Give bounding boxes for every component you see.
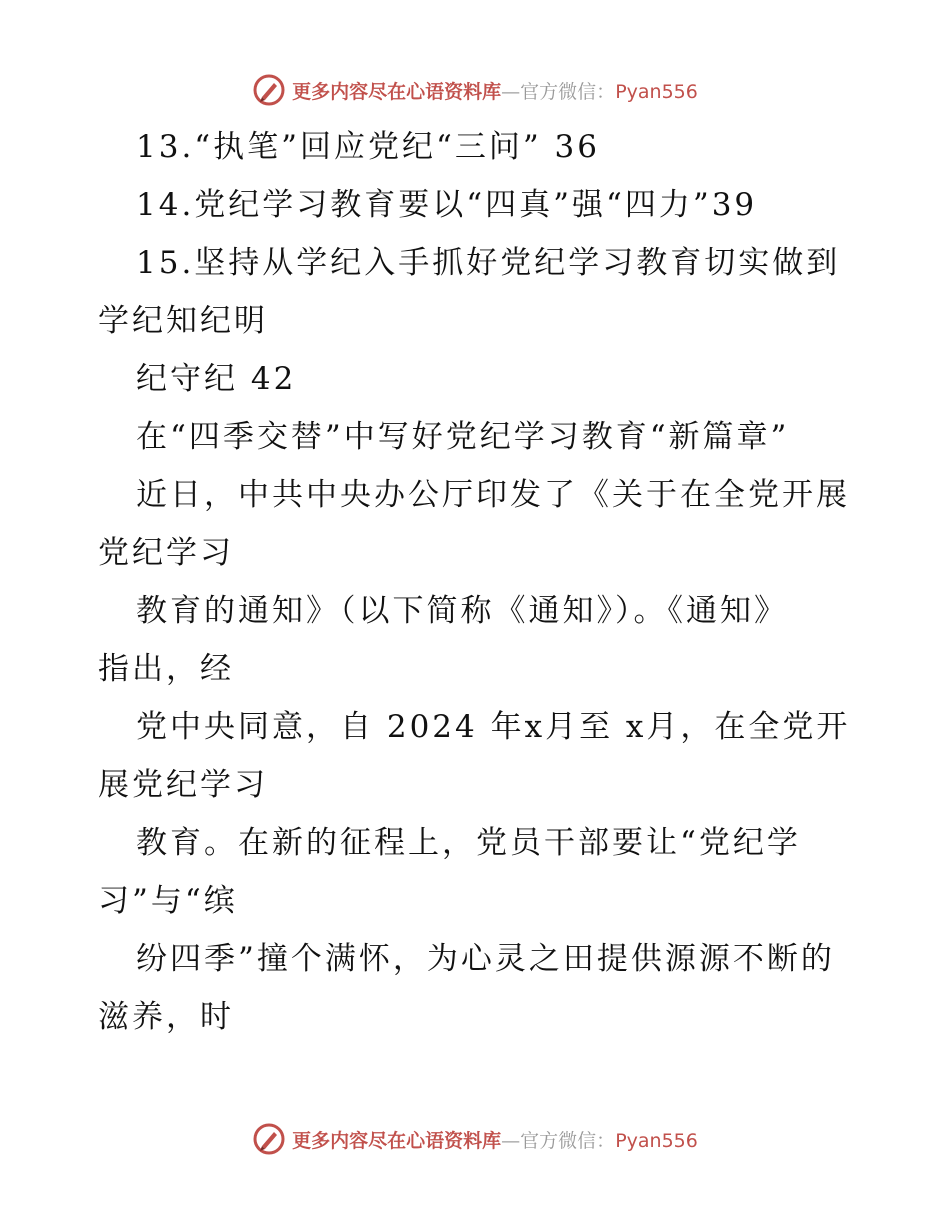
document-body (98, 118, 858, 1046)
watermark-wechat-id: Pyan556 (615, 80, 698, 103)
footer-watermark (0, 1119, 950, 1159)
watermark-text (292, 1126, 698, 1153)
watermark-label: 官方微信： (520, 80, 616, 103)
text-line: 学纪知纪明 (98, 303, 268, 339)
watermark-wechat-id: Pyan556 (615, 1129, 698, 1152)
text-line: 党中央同意，自 2024 年x月至 x月，在全党开 (136, 709, 851, 745)
text-line: 展党纪学习 (98, 767, 268, 803)
text-line: 纷四季”撞个满怀，为心灵之田提供源源不断的 (136, 941, 835, 977)
text-line: 纪守纪 42 (136, 361, 297, 397)
watermark-separator: — (501, 1129, 521, 1152)
text-line: 教育的通知》（以下简称《通知》）。《通知》 (136, 593, 788, 629)
pen-logo-icon (252, 73, 286, 107)
text-line: 15.坚持从学纪入手抓好党纪学习教育切实做到 (136, 245, 841, 281)
watermark-group (252, 73, 698, 107)
text-line: 在“四季交替”中写好党纪学习教育“新篇章” (136, 419, 790, 455)
text-line: 14.党纪学习教育要以“四真”强“四力”39 (136, 187, 758, 223)
text-line: 习”与“缤 (98, 883, 238, 919)
watermark-brand: 更多内容尽在心语资料库 (292, 1129, 502, 1152)
pen-logo-icon (252, 1122, 286, 1156)
text-line: 党纪学习 (98, 535, 234, 571)
watermark-group (252, 1122, 698, 1156)
text-line: 指出，经 (98, 651, 234, 687)
text-line: 近日，中共中央办公厅印发了《关于在全党开展 (136, 477, 850, 513)
watermark-text (292, 77, 698, 104)
text-line: 教育。在新的征程上，党员干部要让“党纪学 (136, 825, 801, 861)
text-line: 13.“执笔”回应党纪“三问” 36 (136, 129, 600, 165)
header-watermark (0, 70, 950, 110)
watermark-separator: — (501, 80, 521, 103)
watermark-brand: 更多内容尽在心语资料库 (292, 80, 502, 103)
text-line: 滋养，时 (98, 999, 234, 1035)
watermark-label: 官方微信： (520, 1129, 616, 1152)
